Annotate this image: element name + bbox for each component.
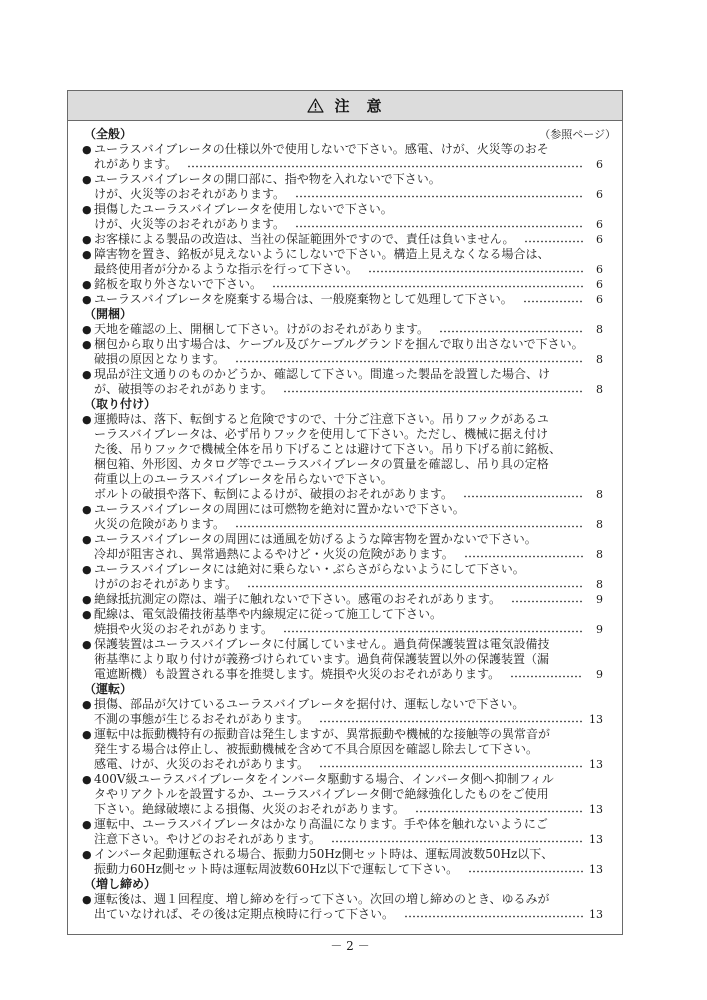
text-line [82, 712, 603, 727]
caution-text: 保護装置はユーラスバイブレータに付属していません。過負荷保護装置は電気設備技 [94, 637, 550, 652]
caution-item [82, 637, 603, 682]
bullet-icon: ● [82, 232, 92, 246]
text-line [82, 757, 603, 772]
caution-item [82, 142, 603, 172]
caution-item [82, 607, 603, 637]
bullet-icon: ● [82, 562, 92, 576]
dot-leader [187, 165, 583, 168]
caution-item [82, 277, 603, 292]
caution-item [82, 322, 603, 337]
text-line [82, 652, 603, 667]
text-line [82, 892, 603, 907]
text-line [82, 427, 603, 442]
text-line [82, 217, 603, 232]
reference-page-number: 6 [596, 262, 603, 276]
bullet-icon: ● [82, 367, 92, 381]
caution-item [82, 337, 603, 367]
caution-item [82, 727, 603, 772]
caution-text: 破損の原因となります。 [94, 351, 226, 366]
bullet-icon: ● [82, 172, 92, 186]
caution-text: が、破損等のおそれがあります。 [94, 381, 274, 396]
dot-leader [295, 195, 583, 198]
caution-text: 出ていなければ、その後は定期点検時に行って下さい。 [94, 907, 395, 922]
bullet-icon: ● [82, 698, 92, 712]
dot-leader [235, 360, 583, 363]
dot-leader [524, 240, 583, 243]
reference-page-number: 8 [596, 382, 603, 396]
text-line [82, 802, 603, 817]
dot-leader [331, 840, 583, 843]
caution-text: 感電、けが、火災のおそれがあります。 [94, 757, 310, 772]
bullet-icon: ● [82, 638, 92, 652]
caution-item [82, 532, 603, 562]
caution-text: 振動力60Hz側セット時は運転周波数60Hz以下で運転して下さい。 [94, 862, 459, 877]
reference-page-number: 6 [596, 232, 603, 246]
caution-list [82, 127, 603, 923]
reference-page-number: 13 [589, 863, 603, 877]
text-line [82, 787, 603, 802]
dot-leader [283, 630, 583, 633]
caution-text: ユーラスバイブレータの周囲には可燃物を絶対に置かないで下さい。 [94, 501, 465, 516]
reference-page-number: 13 [589, 713, 603, 727]
section-title: （運転） [84, 682, 133, 697]
text-line [82, 172, 603, 187]
text-line [82, 187, 603, 202]
warning-icon [307, 98, 324, 113]
bullet-icon: ● [82, 728, 92, 742]
caution-text: 天地を確認の上、開梱して下さい。けがのおそれがあります。 [94, 321, 430, 336]
text-line [82, 832, 603, 847]
reference-page-number: 9 [596, 623, 603, 637]
reference-page-number: 8 [596, 547, 603, 561]
dot-leader [283, 390, 583, 393]
reference-page-number: 8 [596, 487, 603, 501]
caution-text: 最終使用者が分かるような指示を行って下さい。 [94, 261, 359, 276]
text-line [82, 697, 603, 712]
caution-text: 発生する場合は停止し、被振動機械を含めて不具合原因を確認し除去して下さい。 [94, 742, 539, 757]
text-line [82, 637, 603, 652]
caution-text: 障害物を置き、銘板が見えないようにしないで下さい。構造上見えなくなる場合は、 [94, 246, 550, 261]
text-line [82, 622, 603, 637]
caution-text: 不測の事態が生じるおそれがあります。 [94, 712, 310, 727]
caution-text: 運転後は、週１回程度、増し締めを行って下さい。次回の増し締めのとき、ゆるみが [94, 892, 550, 907]
bullet-icon: ● [82, 337, 92, 351]
caution-item [82, 247, 603, 277]
caution-text: 損傷したユーラスバイブレータを使用しないで下さい。 [94, 201, 393, 216]
caution-item [82, 892, 603, 922]
caution-text: 運搬時は、落下、転倒すると危険ですので、十分ご注意下さい。吊りフックがあるユ [94, 411, 549, 426]
caution-text: ユーラスバイブレータの仕様以外で使用しないで下さい。感電、けが、火災等のおそ [94, 141, 549, 156]
text-line [82, 862, 603, 877]
caution-text: 梱包箱、外形図、カタログ等でユーラスバイブレータの質量を確認し、吊り具の定格 [94, 456, 549, 471]
caution-text: ユーラスバイブレータの周囲には通風を妨げるような障害物を置かないで下さい。 [94, 531, 537, 546]
caution-item [82, 847, 603, 877]
dot-leader [415, 810, 583, 813]
caution-text: 運転中は振動機特有の振動音は発生しますが、異常振動や機械的な接触等の異常音が [94, 727, 551, 742]
text-line [82, 247, 603, 262]
caution-text: 運転中、ユーラスバイブレータはかなり高温になります。手や体を触れないようにご [94, 817, 548, 832]
caution-item [82, 817, 603, 847]
reference-page-number: 13 [589, 833, 603, 847]
page-number: － 2 － [330, 939, 370, 953]
bullet-icon: ● [82, 412, 92, 426]
text-line [82, 277, 603, 292]
caution-text: お客様による製品の改造は、当社の保証範囲外ですので、責任は負いません。 [94, 231, 515, 246]
caution-item [82, 202, 603, 232]
caution-header [68, 91, 622, 121]
caution-text: インバータ起動運転される場合、振動力50Hz側セット時は、運転周波数50Hz以下、 [94, 847, 554, 862]
reference-page-number: 8 [596, 577, 603, 591]
caution-text: ーラスバイブレータは、必ず吊りフックを使用して下さい。ただし、機械に据え付け [94, 426, 548, 441]
reference-page-number: 13 [589, 908, 603, 922]
text-line [82, 517, 603, 532]
bullet-icon: ● [82, 893, 92, 907]
bullet-icon: ● [82, 502, 92, 516]
dot-leader [439, 330, 583, 333]
reference-page-number: 13 [589, 758, 603, 772]
caution-text: ボルトの破損や落下、転倒によるけが、破損のおそれがあります。 [94, 486, 454, 501]
reference-page-number: 6 [596, 217, 603, 231]
caution-item [82, 592, 603, 607]
dot-leader [404, 915, 583, 918]
text-line [82, 817, 603, 832]
caution-text: 荷重以上のユーラスバイブレータを吊らないで下さい。 [94, 471, 393, 486]
caution-item [82, 502, 603, 532]
dot-leader [247, 585, 583, 588]
text-line [82, 742, 603, 757]
caution-text: けが、火災等のおそれがあります。 [94, 186, 286, 201]
caution-text: 焼損や火災のおそれがあります。 [94, 622, 274, 637]
caution-text: 電遮断機）も設置される事を推奨します。焼損や火災のおそれがあります。 [94, 667, 501, 682]
text-line [82, 457, 603, 472]
caution-item [82, 772, 603, 817]
section-title: （取り付け） [84, 396, 157, 411]
dot-leader [319, 765, 583, 768]
caution-section [82, 397, 603, 682]
section-title: （全般） [84, 126, 133, 141]
dot-leader [510, 675, 583, 678]
text-line [82, 577, 603, 592]
reference-page-number: 13 [589, 803, 603, 817]
caution-text: 配線は、電気設備技術基準や内線規定に従って施工して下さい。 [94, 607, 443, 621]
reference-page-number: 8 [596, 352, 603, 366]
caution-text: 梱包から取り出す場合は、ケーブル及びケーブルグランドを掴んで取り出さないで下さい。 [94, 336, 584, 351]
dot-leader [464, 555, 583, 558]
dot-leader [235, 525, 583, 528]
text-line [82, 262, 603, 277]
bullet-icon: ● [82, 773, 92, 787]
text-line [82, 202, 603, 217]
text-line [82, 547, 603, 562]
dot-leader [272, 285, 583, 288]
reference-page-number: 9 [596, 668, 603, 682]
caution-section [82, 877, 603, 922]
caution-text: ユーラスバイブレータを廃棄する場合は、一般廃棄物として処理して下さい。 [94, 291, 513, 306]
text-line [82, 472, 603, 487]
text-line [82, 562, 603, 577]
caution-text: 注意下さい。やけどのおそれがあります。 [94, 832, 322, 847]
bullet-icon: ● [82, 592, 92, 606]
text-line [82, 157, 603, 172]
text-line [82, 592, 603, 607]
caution-text: ユーラスバイブレータの開口部に、指や物を入れないで下さい。 [94, 171, 441, 186]
dot-leader [463, 495, 583, 498]
caution-item [82, 697, 603, 727]
caution-text: た後、吊りフックで機械全体を吊り下げることは避けて下さい。吊り下げる前に銘板、 [94, 441, 562, 456]
text-line [82, 382, 603, 397]
bullet-icon: ● [82, 608, 92, 621]
caution-text: 400V級ユーラスバイブレータをインバータ駆動する場合、インバータ側へ抑制フィル [94, 772, 554, 787]
caution-item [82, 292, 603, 307]
reference-page-number: 6 [596, 277, 603, 291]
caution-item [82, 412, 603, 502]
caution-text: けがのおそれがあります。 [94, 576, 238, 591]
text-line [82, 292, 603, 307]
text-line [82, 352, 603, 367]
dot-leader [511, 600, 583, 603]
text-line [82, 667, 603, 682]
bullet-icon: ● [82, 247, 92, 261]
caution-text: 絶縁抵抗測定の際は、端子に触れないで下さい。感電のおそれがあります。 [94, 591, 502, 606]
dot-leader [523, 300, 583, 303]
reference-page-number: 6 [596, 187, 603, 201]
caution-text: 下さい。絶縁破壊による損傷、火災のおそれがあります。 [94, 802, 406, 817]
caution-item [82, 232, 603, 247]
text-line [82, 322, 603, 337]
caution-item [82, 367, 603, 397]
dot-leader [368, 270, 583, 273]
caution-text: 火災の危険があります。 [94, 516, 226, 531]
caution-text: けが、火災等のおそれがあります。 [94, 216, 286, 231]
bullet-icon: ● [82, 142, 92, 156]
dot-leader [295, 225, 583, 228]
bullet-icon: ● [82, 292, 92, 306]
caution-item [82, 172, 603, 202]
bullet-icon: ● [82, 818, 92, 832]
text-line [82, 232, 603, 247]
text-line [82, 337, 603, 352]
bullet-icon: ● [82, 277, 92, 291]
caution-item [82, 562, 603, 592]
text-line [82, 772, 603, 787]
bullet-icon: ● [82, 202, 92, 216]
text-line [82, 727, 603, 742]
bullet-icon: ● [82, 848, 92, 862]
text-line [82, 442, 603, 457]
reference-page-number: 9 [596, 592, 603, 606]
reference-page-number: 8 [596, 517, 603, 531]
section-title: （開梱） [84, 306, 133, 321]
caution-section [82, 307, 603, 397]
text-line [82, 142, 603, 157]
reference-page-label: （参照ページ） [539, 127, 616, 141]
text-line [82, 847, 603, 862]
caution-text: 銘板を取り外さないで下さい。 [94, 276, 263, 291]
text-line [82, 607, 603, 622]
text-line [82, 502, 603, 517]
reference-page-number: 8 [596, 322, 603, 336]
dot-leader [319, 720, 583, 723]
caution-text: 現品が注文通りのものかどうか、確認して下さい。間違った製品を設置した場合、け [94, 366, 551, 381]
caution-text: 術基準により取り付けが義務づけられています。過負荷保護装置以外の保護装置（漏 [94, 652, 550, 667]
caution-title: 注 意 [334, 97, 383, 115]
caution-text: 冷却が阻害され、異常過熱によるやけど・火災の危険があります。 [94, 546, 454, 561]
text-line [82, 367, 603, 382]
section-title: （増し締め） [84, 877, 157, 892]
caution-text: 損傷、部品が欠けているユーラスバイブレータを据付け、運転しないで下さい。 [94, 697, 525, 712]
text-line [82, 487, 603, 502]
dot-leader [468, 870, 583, 873]
caution-text: ユーラスバイブレータには絶対に乗らない・ぶらさがらないようにして下さい。 [94, 561, 525, 576]
caution-text: タやリアクトルを設置するか、ユーラスバイブレータ側で絶縁強化したものをご使用 [94, 787, 549, 802]
text-line [82, 907, 603, 922]
bullet-icon: ● [82, 322, 92, 336]
caution-text: れがあります。 [94, 156, 178, 171]
reference-page-number: 6 [596, 157, 603, 171]
bullet-icon: ● [82, 532, 92, 546]
text-line [82, 532, 603, 547]
reference-page-number: 6 [596, 292, 603, 306]
text-line [82, 412, 603, 427]
caution-section [82, 682, 603, 877]
caution-section [82, 127, 603, 307]
